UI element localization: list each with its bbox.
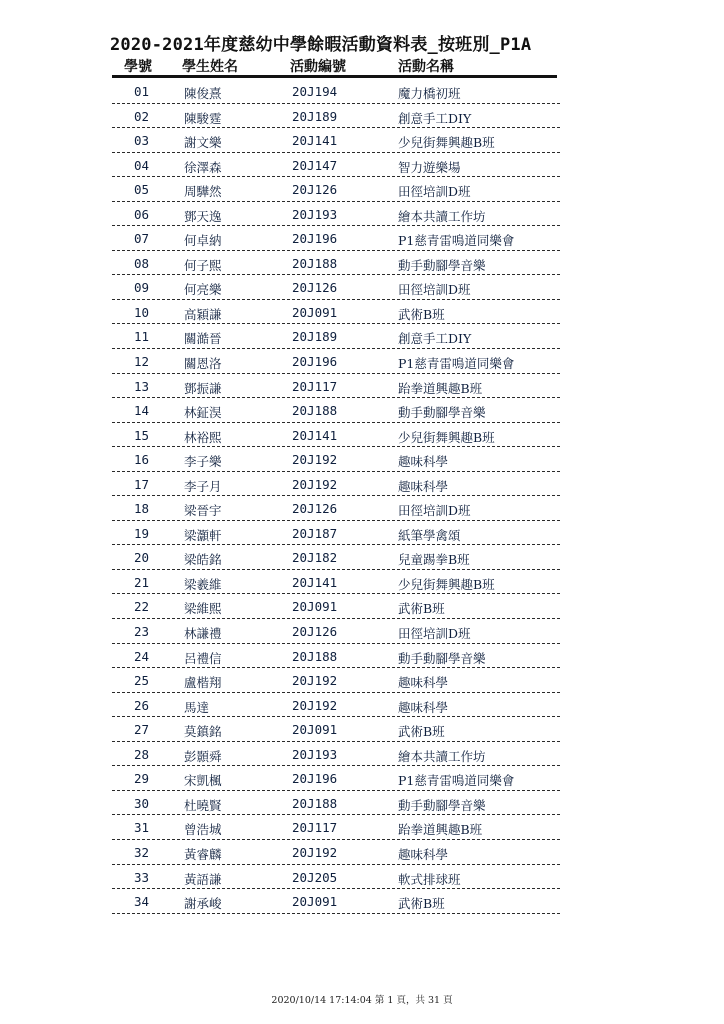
activity-code-cell: 20J126	[292, 182, 338, 198]
student-name-cell: 黃語謙	[184, 871, 222, 887]
activity-name-cell: 趣味科學	[398, 699, 449, 715]
activity-code-cell: 20J126	[292, 280, 338, 296]
activity-name-cell: 跆拳道興趣B班	[398, 822, 483, 838]
table-row	[112, 889, 560, 914]
activity-name-cell: 繪本共讀工作坊	[398, 748, 486, 764]
student-number-cell: 22	[134, 599, 150, 615]
column-header-activity-name: 活動名稱	[398, 59, 454, 75]
student-number-cell: 15	[134, 427, 150, 443]
table-row	[112, 594, 560, 619]
student-name-cell: 李子月	[184, 478, 222, 494]
student-number-cell: 32	[134, 844, 150, 860]
student-name-cell: 謝承峻	[184, 896, 222, 912]
student-number-cell: 27	[134, 722, 150, 738]
activity-name-cell: 趣味科學	[398, 675, 449, 691]
student-name-cell: 杜曉賢	[184, 797, 222, 813]
document-title: 2020-2021年度慈幼中學餘暇活動資料表_按班別_P1A	[110, 35, 532, 55]
table-body	[112, 79, 560, 914]
activity-code-cell: 20J188	[292, 255, 338, 271]
table-row	[112, 865, 560, 890]
activity-name-cell: 趣味科學	[398, 846, 449, 862]
student-name-cell: 馬達	[184, 699, 210, 715]
table-row	[112, 644, 560, 669]
column-header-student-number: 學號	[124, 59, 152, 75]
student-number-cell: 23	[134, 624, 150, 640]
table-row	[112, 815, 560, 840]
activity-code-cell: 20J196	[292, 231, 338, 247]
activity-name-cell: 動手動腳學音樂	[398, 797, 486, 813]
activity-code-cell: 20J187	[292, 525, 338, 541]
student-name-cell: 鄧振謙	[184, 380, 222, 396]
student-number-cell: 29	[134, 771, 150, 787]
activity-code-cell: 20J117	[292, 820, 338, 836]
student-name-cell: 高穎謙	[184, 306, 222, 322]
activity-name-cell: P1慈青雷鳴道同樂會	[398, 773, 515, 789]
table-row	[112, 349, 560, 374]
activity-name-cell: 趣味科學	[398, 478, 449, 494]
activity-name-cell: 動手動腳學音樂	[398, 650, 486, 666]
activity-code-cell: 20J147	[292, 157, 338, 173]
table-row	[112, 496, 560, 521]
activity-code-cell: 20J182	[292, 550, 338, 566]
student-name-cell: 黃睿麟	[184, 846, 222, 862]
student-name-cell: 梁皓銘	[184, 552, 222, 568]
table-row	[112, 521, 560, 546]
activity-code-cell: 20J188	[292, 403, 338, 419]
column-header-activity-code: 活動編號	[290, 59, 346, 75]
activity-code-cell: 20J196	[292, 354, 338, 370]
activity-name-cell: 創意手工DIY	[398, 331, 472, 347]
student-number-cell: 08	[134, 255, 150, 271]
activity-code-cell: 20J126	[292, 501, 338, 517]
activity-code-cell: 20J189	[292, 108, 338, 124]
activity-name-cell: 田徑培訓D班	[398, 184, 471, 200]
activity-code-cell: 20J141	[292, 574, 338, 590]
activity-name-cell: 創意手工DIY	[398, 110, 472, 126]
activity-code-cell: 20J193	[292, 746, 338, 762]
activity-code-cell: 20J091	[292, 599, 338, 615]
table-row	[112, 251, 560, 276]
student-number-cell: 17	[134, 476, 150, 492]
activity-name-cell: 趣味科學	[398, 454, 449, 470]
table-row	[112, 668, 560, 693]
table-row	[112, 104, 560, 129]
activity-code-cell: 20J205	[292, 869, 338, 885]
student-name-cell: 林裕熙	[184, 429, 222, 445]
student-number-cell: 05	[134, 182, 150, 198]
activity-name-cell: 繪本共讀工作坊	[398, 208, 486, 224]
student-name-cell: 梁羲維	[184, 576, 222, 592]
table-row	[112, 300, 560, 325]
student-number-cell: 26	[134, 697, 150, 713]
activity-code-cell: 20J189	[292, 329, 338, 345]
student-number-cell: 21	[134, 574, 150, 590]
activity-code-cell: 20J192	[292, 844, 338, 860]
student-number-cell: 13	[134, 378, 150, 394]
student-number-cell: 10	[134, 304, 150, 320]
table-row	[112, 202, 560, 227]
student-number-cell: 30	[134, 795, 150, 811]
table-row	[112, 128, 560, 153]
student-name-cell: 莫鎮銘	[184, 724, 222, 740]
table-row	[112, 398, 560, 423]
student-number-cell: 28	[134, 746, 150, 762]
table-row	[112, 226, 560, 251]
student-number-cell: 04	[134, 157, 150, 173]
table-row	[112, 79, 560, 104]
student-name-cell: 何子熙	[184, 257, 222, 273]
table-row	[112, 153, 560, 178]
activity-name-cell: 魔力橋初班	[398, 86, 461, 101]
activity-code-cell: 20J141	[292, 427, 338, 443]
table-row	[112, 545, 560, 570]
table-row	[112, 742, 560, 767]
student-name-cell: 徐澤森	[184, 159, 222, 175]
table-row	[112, 840, 560, 865]
student-name-cell: 林鉦淏	[184, 405, 222, 421]
student-name-cell: 彭顥舜	[184, 748, 222, 764]
student-number-cell: 01	[134, 84, 150, 99]
activity-name-cell: 軟式排球班	[398, 871, 461, 887]
table-row	[112, 177, 560, 202]
activity-name-cell: P1慈青雷鳴道同樂會	[398, 233, 515, 249]
student-number-cell: 20	[134, 550, 150, 566]
student-number-cell: 09	[134, 280, 150, 296]
table-row	[112, 374, 560, 399]
student-name-cell: 宋凱楓	[184, 773, 222, 789]
activity-name-cell: 武術B班	[398, 896, 445, 912]
student-name-cell: 盧楷翔	[184, 675, 222, 691]
activity-name-cell: 少兒街舞興趣B班	[398, 576, 495, 592]
student-name-cell: 何卓納	[184, 233, 222, 249]
student-name-cell: 何亮樂	[184, 282, 222, 298]
student-number-cell: 11	[134, 329, 150, 345]
student-number-cell: 02	[134, 108, 150, 124]
table-row	[112, 693, 560, 718]
table-row	[112, 619, 560, 644]
activity-code-cell: 20J091	[292, 304, 338, 320]
student-number-cell: 06	[134, 206, 150, 222]
student-name-cell: 呂禮信	[184, 650, 222, 666]
student-number-cell: 12	[134, 354, 150, 370]
activity-code-cell: 20J192	[292, 697, 338, 713]
student-name-cell: 李子樂	[184, 454, 222, 470]
page-footer: 2020/10/14 17:14:04 第 1 頁，共 31 頁	[271, 995, 453, 1006]
student-name-cell: 梁灝軒	[184, 527, 222, 543]
table-row	[112, 766, 560, 791]
student-name-cell: 曾浩城	[184, 822, 222, 838]
student-name-cell: 關澔晉	[184, 331, 222, 347]
activity-code-cell: 20J126	[292, 624, 338, 640]
activity-code-cell: 20J192	[292, 673, 338, 689]
activity-code-cell: 20J091	[292, 894, 338, 910]
student-number-cell: 25	[134, 673, 150, 689]
activity-name-cell: 田徑培訓D班	[398, 282, 471, 298]
student-number-cell: 34	[134, 894, 150, 910]
activity-name-cell: 動手動腳學音樂	[398, 405, 486, 421]
activity-name-cell: 動手動腳學音樂	[398, 257, 486, 273]
student-number-cell: 24	[134, 648, 150, 664]
student-name-cell: 鄧天逸	[184, 208, 222, 224]
student-name-cell: 陳駿霆	[184, 110, 222, 126]
activity-code-cell: 20J192	[292, 476, 338, 492]
activity-code-cell: 20J192	[292, 452, 338, 468]
table-header	[112, 56, 560, 76]
student-name-cell: 陳俊熹	[184, 86, 222, 101]
activity-name-cell: 少兒街舞興趣B班	[398, 429, 495, 445]
activity-name-cell: 武術B班	[398, 601, 445, 617]
student-number-cell: 31	[134, 820, 150, 836]
column-header-student-name: 學生姓名	[182, 59, 238, 75]
table-row	[112, 791, 560, 816]
table-row	[112, 275, 560, 300]
activity-code-cell: 20J188	[292, 795, 338, 811]
header-divider	[112, 75, 557, 78]
activity-name-cell: 少兒街舞興趣B班	[398, 135, 495, 151]
activity-name-cell: 田徑培訓D班	[398, 626, 471, 642]
table-row	[112, 472, 560, 497]
activity-name-cell: 田徑培訓D班	[398, 503, 471, 519]
activity-name-cell: 跆拳道興趣B班	[398, 380, 483, 396]
activity-name-cell: P1慈青雷鳴道同樂會	[398, 356, 515, 372]
student-number-cell: 16	[134, 452, 150, 468]
activity-name-cell: 武術B班	[398, 306, 445, 322]
student-name-cell: 林謙禮	[184, 626, 222, 642]
student-name-cell: 周驊然	[184, 184, 222, 200]
table-row	[112, 570, 560, 595]
table-row	[112, 447, 560, 472]
student-number-cell: 19	[134, 525, 150, 541]
activity-name-cell: 兒童踢拳B班	[398, 552, 470, 568]
table-row	[112, 423, 560, 448]
student-number-cell: 03	[134, 133, 150, 149]
student-name-cell: 謝文樂	[184, 135, 222, 151]
activity-code-cell: 20J194	[292, 84, 338, 99]
student-number-cell: 07	[134, 231, 150, 247]
activity-code-cell: 20J188	[292, 648, 338, 664]
student-name-cell: 梁維熙	[184, 601, 222, 617]
student-number-cell: 18	[134, 501, 150, 517]
activity-name-cell: 武術B班	[398, 724, 445, 740]
student-name-cell: 梁晉宇	[184, 503, 222, 519]
table-row	[112, 324, 560, 349]
activity-code-cell: 20J141	[292, 133, 338, 149]
table-row	[112, 717, 560, 742]
activity-code-cell: 20J193	[292, 206, 338, 222]
activity-code-cell: 20J117	[292, 378, 338, 394]
student-number-cell: 14	[134, 403, 150, 419]
activity-name-cell: 智力遊樂場	[398, 159, 461, 175]
activity-name-cell: 紙筆學禽頌	[398, 527, 461, 543]
activity-code-cell: 20J091	[292, 722, 338, 738]
student-number-cell: 33	[134, 869, 150, 885]
student-name-cell: 關恩洛	[184, 356, 222, 372]
activity-code-cell: 20J196	[292, 771, 338, 787]
